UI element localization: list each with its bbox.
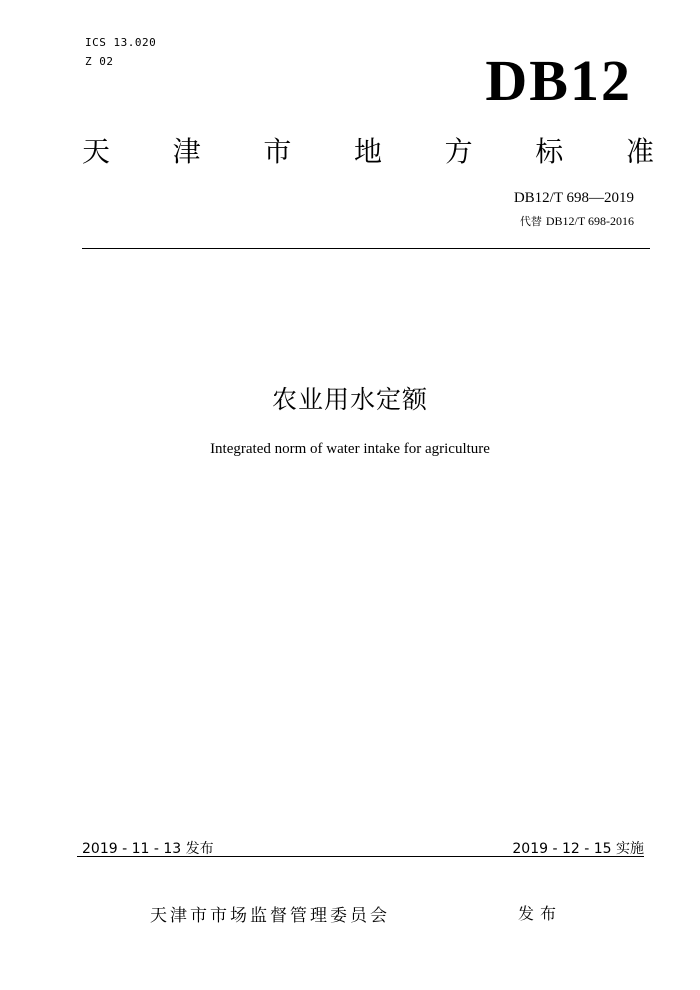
replaces-line — [520, 213, 634, 229]
category-char: 标 — [535, 135, 564, 168]
category-char: 准 — [625, 135, 654, 168]
ics-code: ICS 13.020 — [85, 36, 157, 49]
issue-date: 2019 - 11 - 13 发布 — [82, 841, 214, 857]
standard-category — [82, 135, 654, 168]
implementation-date: 2019 - 12 - 15 实施 — [512, 841, 644, 857]
category-char: 市 — [263, 135, 292, 168]
publisher: 天津市市场监督管理委员会 — [150, 906, 390, 926]
category-char: 天 — [82, 135, 111, 168]
top-divider — [82, 248, 650, 249]
category-char: 津 — [172, 135, 201, 168]
replaces-label: 代替 — [519, 215, 542, 228]
category-char: 方 — [444, 135, 473, 168]
title-chinese: 农业用水定额 — [271, 385, 428, 414]
classification-code: Z 02 — [85, 55, 114, 68]
title-english: Integrated norm of water intake for agriculture — [210, 441, 490, 457]
replaces-number: DB12/T 698-2016 — [545, 214, 634, 228]
bottom-divider — [77, 856, 644, 857]
standard-logo: DB12 — [485, 48, 632, 113]
category-char: 地 — [353, 135, 382, 168]
standard-number: DB12/T 698—2019 — [513, 190, 634, 206]
publish-label: 发布 — [518, 904, 563, 923]
